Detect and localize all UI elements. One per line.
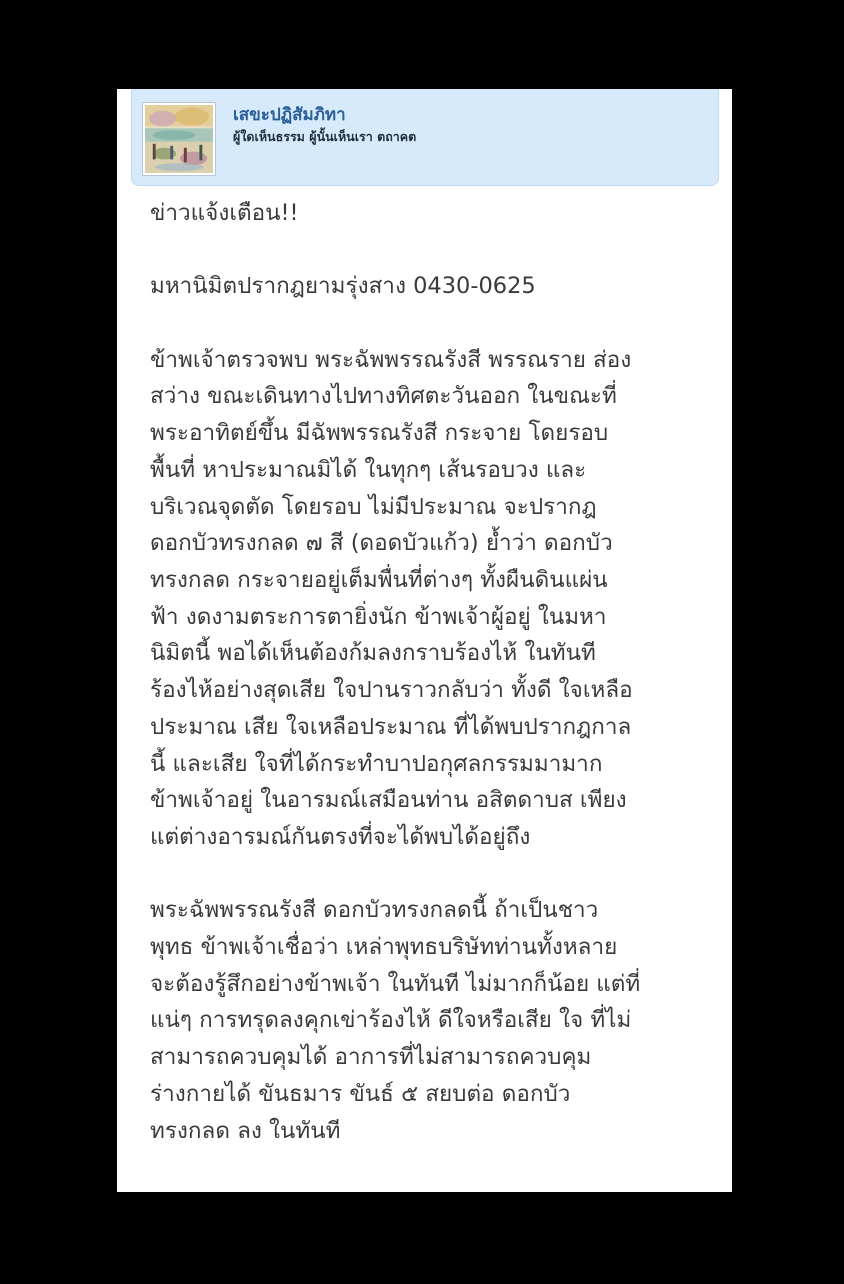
text-line: บริเวณจุดตัด โดยรอบ ไม่มีประมาณ จะปรากฎ [150, 493, 597, 520]
text-line: ร้องไห้อย่างสุดเสีย ใจปานราวกลับว่า ทั้งดี ใจเหลือ [150, 677, 633, 704]
avatar[interactable] [142, 102, 216, 176]
post-paragraph-2 [150, 892, 720, 1149]
text-line: ข้าพเจ้าตรวจพบ พระฉัพพรรณรังสี พรรณราย ส่อง [150, 346, 632, 373]
text-line: ทรงกลด กระจายอยู่เต็มพื่นที่ต่างๆ ทั้งผืนดินแผ่น [150, 567, 608, 593]
text-line: พระฉัพพรรณรังสี ดอกบัวทรงกลดนี้ ถ้าเป็นชาว [150, 897, 599, 924]
post-header [131, 89, 719, 186]
text-line: แน่ๆ การทรุดลงคุกเข่าร้องไห้ ดีใจหรือเสีย ใจ ที่ไม่ [150, 1007, 632, 1034]
text-line: พื้นที่ หาประมาณมิได้ ในทุกๆ เส้นรอบวง และ [150, 456, 587, 483]
text-line: ฟ้า งดงามตระการตายิ่งนัก ข้าพเจ้าผู้อยู่ ในมหา [150, 603, 607, 630]
post-body [150, 195, 720, 1149]
text-line: ประมาณ เสีย ใจเหลือประมาณ ที่ได้พบปรากฎกาล [150, 713, 632, 740]
post-heading: ข่าวแจ้งเตือน!! [150, 200, 299, 226]
post-subheading: มหานิมิตปรากฎยามรุ่งสาง 0430-0625 [150, 273, 536, 300]
text-line: พุทธ ข้าพเจ้าเชื่อว่า เหล่าพุทธบริษัทท่านทั้งหลาย [150, 934, 618, 961]
text-line: นี้ และเสีย ใจที่ได้กระทำบาปอกุศลกรรมมามาก [150, 750, 603, 777]
text-line: ร่างกายได้ ขันธมาร ขันธ์ ๕ สยบต่อ ดอกบัว [150, 1080, 571, 1107]
text-line: ทรงกลด ลง ในทันที [150, 1117, 341, 1144]
text-line: พระอาทิตย์ขึ้น มีฉัพพรรณรังสี กระจาย โดยรอบ [150, 420, 609, 447]
author-tagline: ผู้ใดเห็นธรรม ผู้นั้นเห็นเรา ตถาคต [233, 129, 417, 144]
painting-thumbnail-icon [145, 105, 213, 173]
text-line: สว่าง ขณะเดินทางไปทางทิศตะวันออก ในขณะที่ [150, 383, 617, 410]
text-line: จะต้องรู้สึกอย่างข้าพเจ้า ในทันที ไม่มากก็น้อย แต่ที่ [150, 970, 641, 997]
post-paragraph-1 [150, 342, 720, 856]
text-line: ดอกบัวทรงกลด ๗ สี (ดอดบัวแก้ว) ย้ำว่า ดอกบัว [150, 530, 613, 557]
text-line: ข้าพเจ้าอยู่ ในอารมณ์เสมือนท่าน อสิตดาบส เพียง [150, 787, 627, 814]
text-line: แต่ต่างอารมณ์กันตรงที่จะได้พบได้อยู่ถึง [150, 823, 531, 850]
text-line: นิมิตนี้ พอได้เห็นต้องก้มลงกราบร้องไห้ ในทันที [150, 640, 596, 667]
text-line: สามารถควบคุมได้ อาการที่ไม่สามารถควบคุม [150, 1044, 592, 1071]
author-name[interactable]: เสขะปฏิสัมภิทา [233, 105, 346, 125]
post-card [117, 89, 732, 1192]
